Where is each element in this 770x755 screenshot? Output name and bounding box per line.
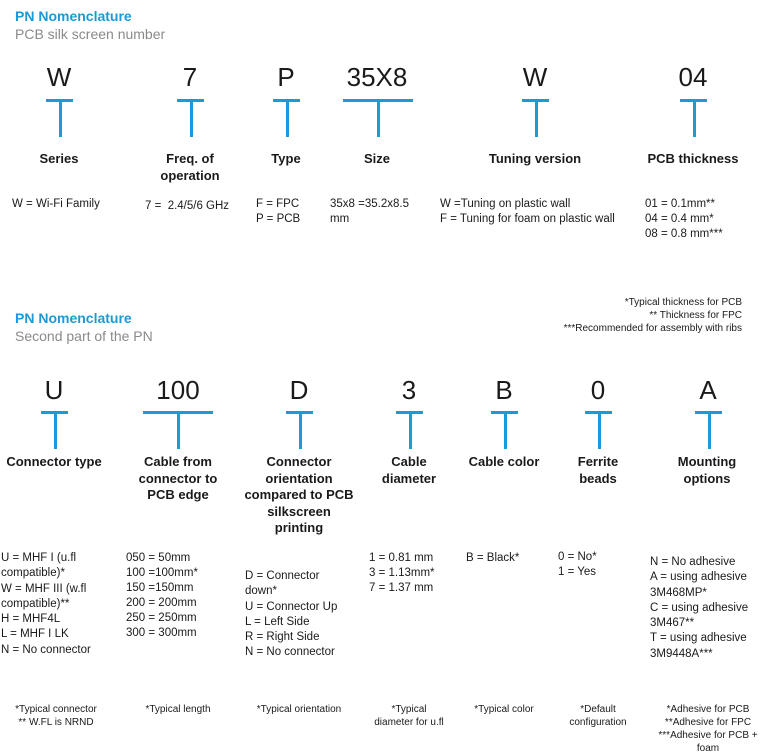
heading-orientation: Connector orientation compared to PCB silkscreen printing	[244, 454, 354, 535]
heading-mounting: Mounting options	[677, 454, 737, 486]
t-connector-icon	[46, 99, 73, 137]
heading-thickness: PCB thickness	[647, 151, 739, 166]
code-frequency: 7	[182, 62, 198, 92]
heading-tuning: Tuning version	[488, 151, 582, 166]
note-thickness-pcb: *Typical thickness for PCB	[624, 297, 742, 308]
code-orientation: D	[289, 375, 309, 405]
desc-orientation: D = Connector down* U = Connector Up L = Left Side R = Right Side N = No connector	[245, 570, 338, 659]
note-thickness-ribs: ***Recommended for assembly with ribs	[563, 323, 742, 334]
t-connector-icon	[41, 411, 68, 449]
section1-title: PN Nomenclature	[15, 8, 132, 24]
t-connector-icon	[585, 411, 612, 449]
heading-size: Size	[363, 151, 390, 166]
note-cable-color: *Typical color	[474, 704, 534, 715]
code-tuning: W	[522, 62, 548, 92]
t-connector-icon	[273, 99, 300, 137]
note-connector-type: *Typical connector ** W.FL is NRND	[15, 704, 97, 728]
t-connector-icon	[143, 411, 213, 449]
heading-connector-type: Connector type	[6, 454, 102, 469]
code-connector-type: U	[44, 375, 64, 405]
t-connector-icon	[177, 99, 204, 137]
code-type: P	[277, 62, 295, 92]
note-orientation: *Typical orientation	[256, 704, 342, 715]
desc-tuning: W =Tuning on plastic wall F = Tuning for foam on plastic wall	[440, 198, 615, 225]
section1-subtitle: PCB silk screen number	[15, 26, 166, 42]
desc-connector-type: U = MHF I (u.fl compatible)* W = MHF III (w.fl compatible)** H = MHF4L L = MHF I LK N = No connector	[1, 552, 91, 656]
t-connector-icon	[695, 411, 722, 449]
note-mounting: *Adhesive for PCB **Adhesive for FPC ***Adhesive for PCB + foam	[658, 704, 758, 754]
section2-title: PN Nomenclature	[15, 310, 132, 326]
desc-frequency: 7 = 2.4/5/6 GHz	[145, 200, 230, 212]
desc-cable-diameter: 1 = 0.81 mm 3 = 1.13mm* 7 = 1.37 mm	[369, 552, 435, 594]
code-series: W	[46, 62, 72, 92]
t-connector-icon	[522, 99, 549, 137]
heading-series: Series	[39, 151, 79, 166]
t-connector-icon	[286, 411, 313, 449]
code-ferrite: 0	[590, 375, 606, 405]
t-connector-icon	[343, 99, 413, 137]
section2-subtitle: Second part of the PN	[15, 328, 153, 344]
desc-cable-color: B = Black*	[466, 552, 520, 564]
heading-ferrite: Ferrite beads	[577, 454, 619, 486]
desc-ferrite: 0 = No* 1 = Yes	[558, 551, 597, 578]
note-thickness-fpc: ** Thickness for FPC	[649, 310, 742, 321]
desc-series: W = Wi-Fi Family	[12, 198, 100, 210]
note-ferrite: *Default configuration	[569, 704, 627, 728]
heading-cable-color: Cable color	[468, 454, 540, 469]
note-cable-length: *Typical length	[145, 704, 211, 715]
code-cable-diameter: 3	[401, 375, 417, 405]
t-connector-icon	[491, 411, 518, 449]
code-thickness: 04	[678, 62, 708, 92]
code-size: 35X8	[346, 62, 408, 92]
heading-type: Type	[271, 151, 301, 166]
note-cable-diameter: *Typical diameter for u.fl	[374, 704, 444, 728]
desc-mounting: N = No adhesive A = using adhesive 3M468MP* C = using adhesive 3M467** T = using adhesive 3M9448A***	[650, 556, 749, 660]
code-cable-length: 100	[156, 375, 200, 405]
t-connector-icon	[680, 99, 707, 137]
code-cable-color: B	[495, 375, 513, 405]
heading-cable-diameter: Cable diameter	[381, 454, 437, 486]
desc-cable-length: 050 = 50mm 100 =100mm* 150 =150mm 200 = 200mm 250 = 250mm 300 = 300mm	[126, 552, 198, 639]
t-connector-icon	[396, 411, 423, 449]
heading-cable-length: Cable from connector to PCB edge	[138, 454, 218, 502]
desc-type: F = FPC P = PCB	[256, 198, 301, 225]
desc-thickness: 01 = 0.1mm** 04 = 0.4 mm* 08 = 0.8 mm***	[645, 198, 723, 240]
code-mounting: A	[699, 375, 717, 405]
desc-size: 35x8 =35.2x8.5 mm	[330, 198, 409, 225]
heading-frequency: Freq. of operation	[160, 151, 220, 183]
